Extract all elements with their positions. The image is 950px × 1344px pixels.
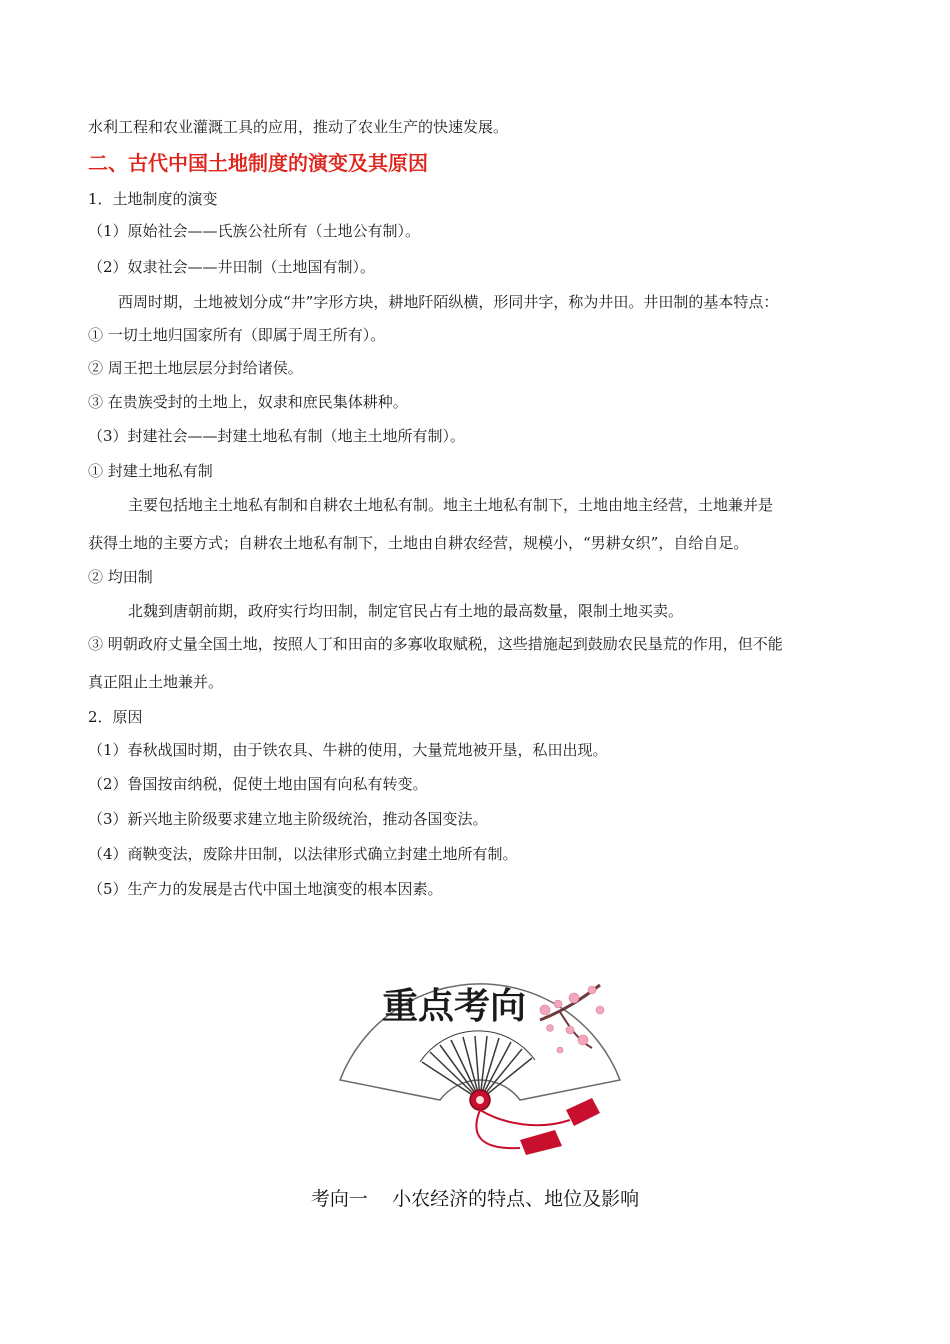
list-item: （2）鲁国按亩纳税，促使土地由国有向私有转变。 [88, 775, 428, 793]
paragraph-line: （1）原始社会——氏族公社所有（土地公有制）。 [88, 222, 421, 240]
subsection-title: 1．土地制度的演变 [88, 190, 218, 208]
list-item: （5）生产力的发展是古代中国土地演变的根本因素。 [88, 880, 443, 898]
paragraph-line: （2）奴隶社会——井田制（土地国有制）。 [88, 258, 376, 276]
list-item: ③ 在贵族受封的土地上，奴隶和庶民集体耕种。 [88, 393, 408, 411]
section-heading: 二、古代中国土地制度的演变及其原因 [88, 151, 428, 175]
list-item: ② 均田制 [88, 568, 153, 586]
tassel-icon [566, 1098, 600, 1126]
fan-banner-text: 重点考向 [382, 985, 527, 1027]
paragraph-line: 西周时期，土地被划分成“井”字形方块，耕地阡陌纵横，形同井字，称为井田。井田制的基本特点： [118, 293, 779, 311]
list-item: ① 封建土地私有制 [88, 462, 213, 480]
paragraph-line: 获得土地的主要方式；自耕农土地私有制下，土地由自耕农经营，规模小，“男耕女织”，自给自足。 [88, 534, 749, 552]
list-item: ③ 明朝政府丈量全国土地，按照人丁和田亩的多寡收取赋税，这些措施起到鼓励农民垦荒的作用，但不能 [88, 635, 783, 653]
paragraph-line: 北魏到唐朝前期，政府实行均田制，制定官民占有土地的最高数量，限制土地买卖。 [128, 602, 684, 620]
list-item: ① 一切土地归国家所有（即属于周王所有）。 [88, 326, 386, 344]
list-item: ② 周王把土地层层分封给诸侯。 [88, 359, 303, 377]
paragraph-line: （3）封建社会——封建土地私有制（地主土地所有制）。 [88, 427, 466, 445]
subsection-title: 2．原因 [88, 708, 143, 726]
tassel-icon [520, 1130, 562, 1155]
list-item: （4）商鞅变法，废除井田制，以法律形式确立封建土地所有制。 [88, 845, 518, 863]
fan-icon [330, 950, 630, 1160]
intro-line: 水利工程和农业灌溉工具的应用，推动了农业生产的快速发展。 [88, 118, 509, 136]
list-item: （3）新兴地主阶级要求建立地主阶级统治，推动各国变法。 [88, 810, 488, 828]
paragraph-line: 真正阻止土地兼并。 [88, 673, 224, 691]
paragraph-line: 主要包括地主土地私有制和自耕农土地私有制。地主土地私有制下，土地由地主经营，土地兼并是 [128, 496, 774, 514]
list-item: （1）春秋战国时期，由于铁农具、牛耕的使用，大量荒地被开垦，私田出现。 [88, 741, 608, 759]
fan-illustration [330, 950, 630, 1160]
topic-heading: 考向一 小农经济的特点、地位及影响 [310, 1188, 640, 1210]
